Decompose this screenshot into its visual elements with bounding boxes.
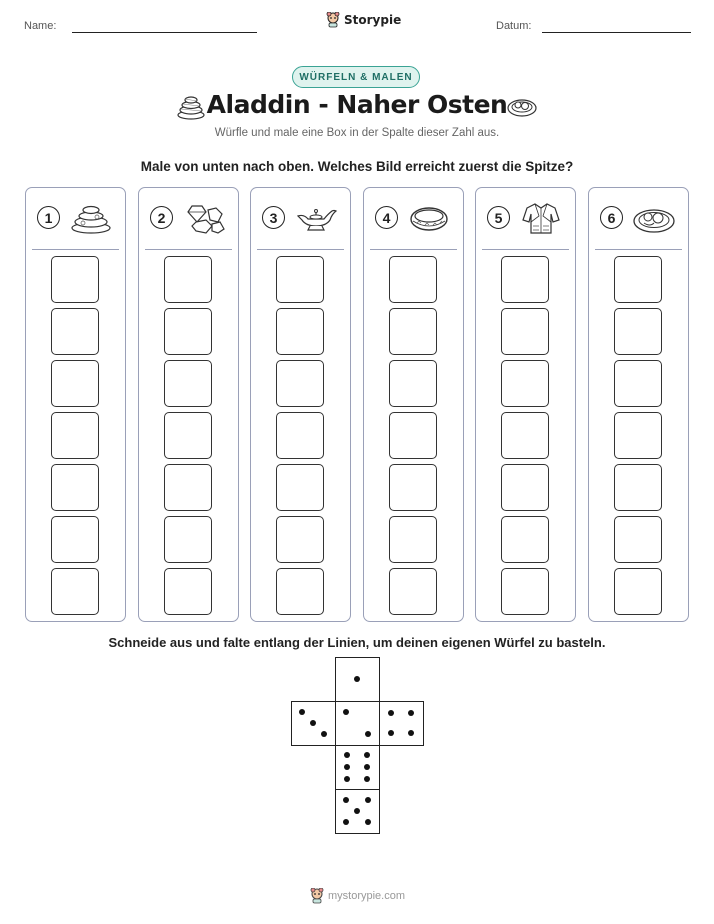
color-box[interactable] bbox=[164, 464, 212, 511]
color-box[interactable] bbox=[164, 308, 212, 355]
column-5 bbox=[475, 187, 576, 622]
color-box[interactable] bbox=[389, 256, 437, 303]
dice-pip bbox=[408, 710, 414, 716]
page-title: Aladdin - Naher Osten bbox=[206, 90, 508, 119]
dice-pip bbox=[408, 730, 414, 736]
food-platter-icon bbox=[632, 202, 676, 234]
column-divider bbox=[370, 249, 457, 250]
color-box[interactable] bbox=[276, 412, 324, 459]
color-box[interactable] bbox=[164, 568, 212, 615]
column-2 bbox=[138, 187, 239, 622]
color-box[interactable] bbox=[501, 360, 549, 407]
date-label: Datum: bbox=[496, 20, 532, 32]
color-box[interactable] bbox=[389, 568, 437, 615]
footer-url[interactable]: mystorypie.com bbox=[328, 890, 406, 902]
title-platter-icon bbox=[507, 96, 537, 118]
activity-badge: WÜRFELN & MALEN bbox=[292, 66, 420, 88]
color-box[interactable] bbox=[276, 464, 324, 511]
name-line bbox=[72, 32, 257, 33]
dice-pip bbox=[343, 797, 349, 803]
color-box[interactable] bbox=[51, 412, 99, 459]
column-1 bbox=[25, 187, 126, 622]
color-box[interactable] bbox=[501, 568, 549, 615]
color-box[interactable] bbox=[276, 308, 324, 355]
dice-pip bbox=[354, 676, 360, 682]
color-box[interactable] bbox=[614, 360, 662, 407]
dice-pip bbox=[388, 710, 394, 716]
name-label: Name: bbox=[24, 20, 57, 32]
bracelet-icon bbox=[407, 202, 451, 234]
magic-lamp-icon bbox=[294, 202, 338, 234]
column-divider bbox=[32, 249, 119, 250]
column-6 bbox=[588, 187, 689, 622]
dice-pip bbox=[364, 764, 370, 770]
color-box[interactable] bbox=[276, 256, 324, 303]
dice-face-2 bbox=[335, 701, 380, 746]
color-box[interactable] bbox=[501, 516, 549, 563]
column-divider bbox=[257, 249, 344, 250]
dice-pip bbox=[365, 819, 371, 825]
color-box[interactable] bbox=[276, 568, 324, 615]
color-box[interactable] bbox=[389, 464, 437, 511]
color-box[interactable] bbox=[51, 516, 99, 563]
storypie-mascot-icon bbox=[326, 12, 340, 28]
dice-pip bbox=[310, 720, 316, 726]
date-line bbox=[542, 32, 691, 33]
dice-pip bbox=[354, 808, 360, 814]
brand-logo bbox=[326, 12, 401, 28]
dice-pip bbox=[364, 752, 370, 758]
color-box[interactable] bbox=[276, 360, 324, 407]
color-box[interactable] bbox=[389, 412, 437, 459]
dice-face-1 bbox=[335, 657, 380, 702]
color-box[interactable] bbox=[164, 360, 212, 407]
dice-pip bbox=[344, 752, 350, 758]
color-box[interactable] bbox=[164, 516, 212, 563]
brand-name: Storypie bbox=[344, 13, 402, 27]
color-box[interactable] bbox=[164, 412, 212, 459]
dice-pip bbox=[343, 709, 349, 715]
column-number: 3 bbox=[262, 206, 285, 229]
color-box[interactable] bbox=[501, 308, 549, 355]
footer bbox=[310, 888, 405, 904]
cut-instruction: Schneide aus und falte entlang der Linien, um deinen eigenen Würfel zu basteln. bbox=[108, 635, 606, 650]
dice-face-6 bbox=[335, 745, 380, 790]
color-box[interactable] bbox=[501, 256, 549, 303]
dice-pip bbox=[365, 797, 371, 803]
dice-pip bbox=[299, 709, 305, 715]
column-number: 4 bbox=[375, 206, 398, 229]
color-box[interactable] bbox=[614, 412, 662, 459]
column-number: 6 bbox=[600, 206, 623, 229]
column-number: 1 bbox=[37, 206, 60, 229]
color-box[interactable] bbox=[51, 464, 99, 511]
coloring-instruction: Male von unten nach oben. Welches Bild erreicht zuerst die Spitze? bbox=[140, 159, 574, 174]
column-3 bbox=[250, 187, 351, 622]
dice-face-5 bbox=[335, 789, 380, 834]
color-box[interactable] bbox=[389, 360, 437, 407]
coins-pile-icon bbox=[69, 202, 113, 234]
robe-icon bbox=[519, 202, 563, 234]
dice-pip bbox=[321, 731, 327, 737]
color-box[interactable] bbox=[51, 308, 99, 355]
color-box[interactable] bbox=[51, 256, 99, 303]
color-box[interactable] bbox=[614, 308, 662, 355]
color-box[interactable] bbox=[501, 464, 549, 511]
column-divider bbox=[145, 249, 232, 250]
dice-face-4 bbox=[379, 701, 424, 746]
color-box[interactable] bbox=[276, 516, 324, 563]
dice-pip bbox=[344, 764, 350, 770]
dice-face-3 bbox=[291, 701, 336, 746]
column-number: 5 bbox=[487, 206, 510, 229]
color-box[interactable] bbox=[389, 516, 437, 563]
dice-pip bbox=[364, 776, 370, 782]
column-number: 2 bbox=[150, 206, 173, 229]
color-box[interactable] bbox=[51, 360, 99, 407]
color-box[interactable] bbox=[51, 568, 99, 615]
color-box[interactable] bbox=[389, 308, 437, 355]
dice-pip bbox=[365, 731, 371, 737]
column-4 bbox=[363, 187, 464, 622]
dice-pip bbox=[344, 776, 350, 782]
color-box[interactable] bbox=[164, 256, 212, 303]
storypie-mascot-icon bbox=[310, 888, 324, 904]
color-box[interactable] bbox=[614, 568, 662, 615]
color-box[interactable] bbox=[614, 516, 662, 563]
column-divider bbox=[482, 249, 569, 250]
dice-pip bbox=[343, 819, 349, 825]
page-subtitle: Würfle und male eine Box in der Spalte dieser Zahl aus. bbox=[214, 127, 500, 139]
column-divider bbox=[595, 249, 682, 250]
gems-icon bbox=[182, 202, 226, 234]
color-box[interactable] bbox=[501, 412, 549, 459]
dice-pip bbox=[388, 730, 394, 736]
color-box[interactable] bbox=[614, 256, 662, 303]
color-box[interactable] bbox=[614, 464, 662, 511]
